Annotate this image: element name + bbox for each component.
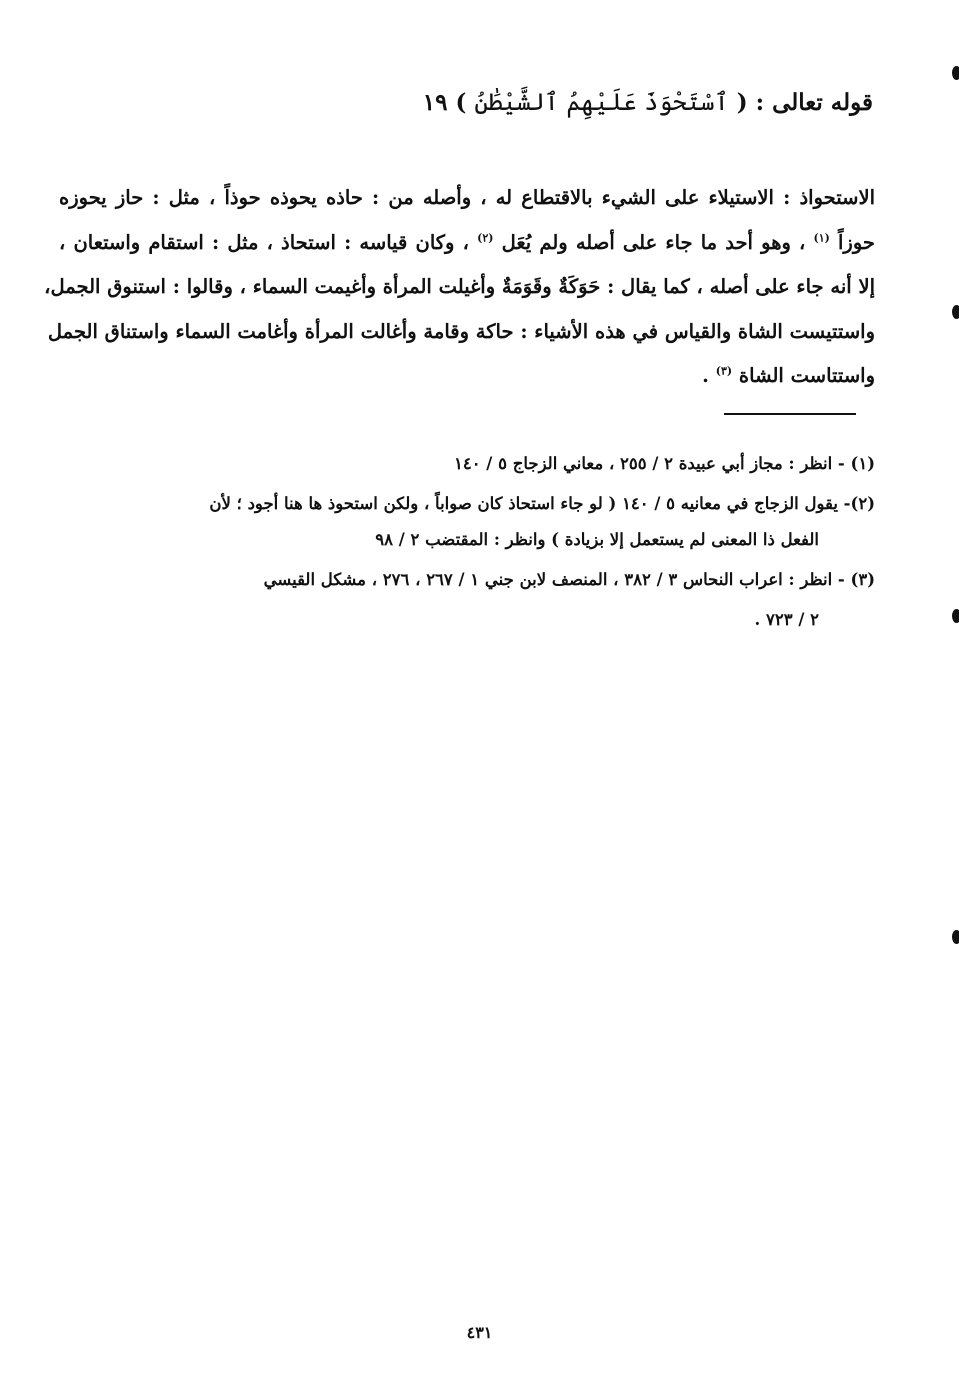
footnote-2-line-2: الفعل ذا المعنى لم يستعمل إلا بزيادة ) وانظر : المقتضب ٢ / ٩٨: [375, 530, 819, 549]
footnote-ref-3: (٣): [715, 364, 733, 378]
footnote-2-line-1: (٢)- يقول الزجاج في معانيه ٥ / ١٤٠ ( لو جاء استحاذ كان صواباً ، ولكن استحوذ ها هنا أجود ؛ لأن: [209, 494, 875, 513]
body-line-4: واستتيست الشاة والقياس في هذه الأشياء : حاكة وقامة وأغالت المرأة وأغامت السماء واستناق الجمل: [47, 319, 875, 343]
footnote-1: (١) - انظر : مجاز أبي عبيدة ٢ / ٢٥٥ ، معاني الزجاج ٥ / ١٤٠: [453, 454, 875, 473]
footnote-2: [115, 486, 875, 558]
body-line-2-part-b: ، وهو أحد ما جاء على أصله ولم يُعَل: [501, 230, 806, 254]
body-line-3: إلا أنه جاء على أصله ، كما يقال : حَوَكَةٌ وقَوَمَةٌ وأغيلت المرأة وأغيمت السماء ، وقالوا : استنوق الجمل،: [44, 275, 875, 298]
body-line-2-part-a: حوزاً: [838, 230, 875, 254]
scan-edge-mark: [952, 609, 959, 623]
footnote-3-line-2: ٢ / ٧٢٣ .: [754, 610, 819, 629]
heading-prefix: قوله تعالى : (: [736, 89, 873, 116]
body-line-5: [59, 354, 875, 399]
footnotes: [115, 446, 875, 638]
footnote-3-line-1: (٣) - انظر : اعراب النحاس ٣ / ٣٨٢ ، المنصف لابن جني ١ / ٢٦٧ ، ٢٧٦ ، مشكل القيسي: [263, 570, 875, 589]
body-line-2: [59, 221, 875, 266]
scan-edge-mark: [952, 305, 959, 319]
footnote-separator: [724, 413, 856, 415]
body-line-5-part-a: واستتاست الشاة: [738, 364, 875, 387]
scan-edge-mark: [952, 66, 959, 80]
footnote-ref-1: (١): [813, 231, 830, 244]
page-number: ٤٣١: [466, 1323, 493, 1342]
footnote-ref-2: (٢): [477, 231, 494, 244]
footnote-3: [115, 562, 875, 638]
verse-heading: [313, 82, 873, 123]
heading-suffix: ) ١٩: [422, 89, 467, 116]
body-line-2-part-c: ، وكان قياسه : استحاذ ، مثل : استقام واستعان ،: [59, 230, 469, 254]
body-line-1: الاستحواذ : الاستيلاء على الشيء بالاقتطاع له ، وأصله من : حاذه يحوذه حوذاً ، مثل : حاز يحوزه: [59, 186, 875, 209]
quran-verse: ٱسْتَحْوَذَ عَلَيْهِمُ ٱلشَّيْطَٰنُ: [474, 88, 729, 116]
commentary-paragraph: [44, 176, 875, 399]
body-line-5-part-b: .: [702, 364, 709, 387]
scan-edge-mark: [952, 930, 959, 944]
